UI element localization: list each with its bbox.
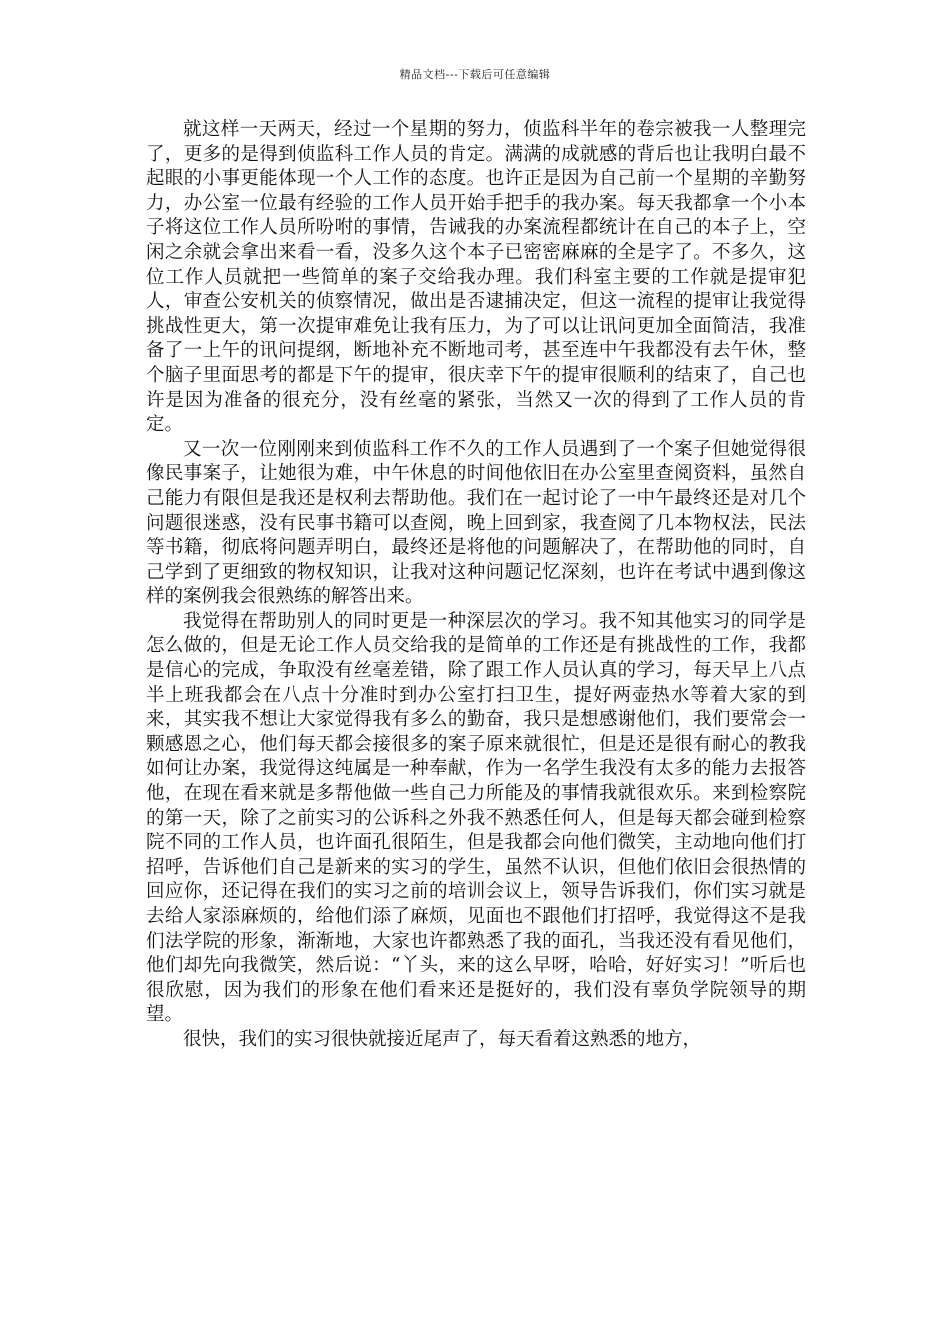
- paragraph: 我觉得在帮助别人的同时更是一种深层次的学习。我不知其他实习的同学是怎么做的，但是无论工作人员交给我的是简单的工作还是有挑战性的工作，我都是信心的完成，争取没有丝毫差错，除了跟工作人员认真的学习，每天早上八点半上班我都会在八点十分准时到办公室打扫卫生，提好两壶热水等着大家的到来，其实我不想让大家觉得我有多么的勤奋，我只是想感谢他们，我们要常会一颗感恩之心，他们每天都会接很多的案子原来就很忙，但是还是很有耐心的教我如何让办案，我觉得这纯属是一种奉献，作为一名学生我没有太多的能力去报答他，在现在看来就是多帮他做一些自己力所能及的事情我就很欢乐。来到检察院的第一天，除了之前实习的公诉科之外我不熟悉任何人，但是每天都会碰到检察院不同的工作人员，也许面孔很陌生，但是我都会向他们微笑，主动地向他们打招呼，告诉他们自己是新来的实习的学生，虽然不认识，但他们依旧会很热情的回应你，还记得在我们的实习之前的培训会议上，领导告诉我们，你们实习就是去给人家添麻烦的，给他们添了麻烦，见面也不跟他们打招呼，我觉得这不是我们法学院的形象，渐渐地，大家也许都熟悉了我的面孔，当我还没有看见他们，他们却先向我微笑，然后说：“丫头，来的这么早呀，哈哈，好好实习！”听后也很欣慰，因为我们的形象在他们看来还是挺好的，我们没有辜负学院领导的期望。: [146, 610, 806, 1026]
- page-header: 精品文档---下载后可任意编辑: [399, 68, 551, 81]
- document-body: [146, 118, 806, 1053]
- paragraph: 就这样一天两天，经过一个星期的努力，侦监科半年的卷宗被我一人整理完了，更多的是得到侦监科工作人员的肯定。满满的成就感的背后也让我明白最不起眼的小事更能体现一个人工作的态度。也许正是因为自己前一个星期的辛勤努力，办公室一位最有经验的工作人员开始手把手的我办案。每天我都拿一个小本子将这位工作人员所吩咐的事情，告诫我的办案流程都统计在自己的本子上，空闲之余就会拿出来看一看，没多久这个本子已密密麻麻的全是字了。不多久，这位工作人员就把一些简单的案子交给我办理。我们科室主要的工作就是提审犯人，审查公安机关的侦察情况，做出是否逮捕决定，但这一流程的提审让我觉得挑战性更大，第一次提审难免让我有压力，为了可以让讯问更加全面简洁，我准备了一上午的讯问提纲，断地补充不断地司考，甚至连中午我都没有去午休，整个脑子里面思考的都是下午的提审，很庆幸下午的提审很顺利的结束了，自己也许是因为准备的很充分，没有丝毫的紧张，当然又一次的得到了工作人员的肯定。: [146, 119, 806, 436]
- paragraph: 又一次一位刚刚来到侦监科工作不久的工作人员遇到了一个案子但她觉得很像民事案子，让她很为难，中午休息的时间他依旧在办公室里查阅资料，虽然自己能力有限但是我还是权利去帮助他。我们在一起讨论了一中午最终还是对几个问题很迷惑，没有民事书籍可以查阅，晚上回到家，我查阅了几本物权法，民法等书籍，彻底将问题弄明白，最终还是将他的问题解决了，在帮助他的同时，自己学到了更细致的物权知识，让我对这种问题记忆深刻，也许在考试中遇到像这样的案例我会很熟练的解答出来。: [146, 438, 806, 608]
- paragraph: 很快，我们的实习很快就接近尾声了，每天看着这熟悉的地方，: [183, 1028, 702, 1050]
